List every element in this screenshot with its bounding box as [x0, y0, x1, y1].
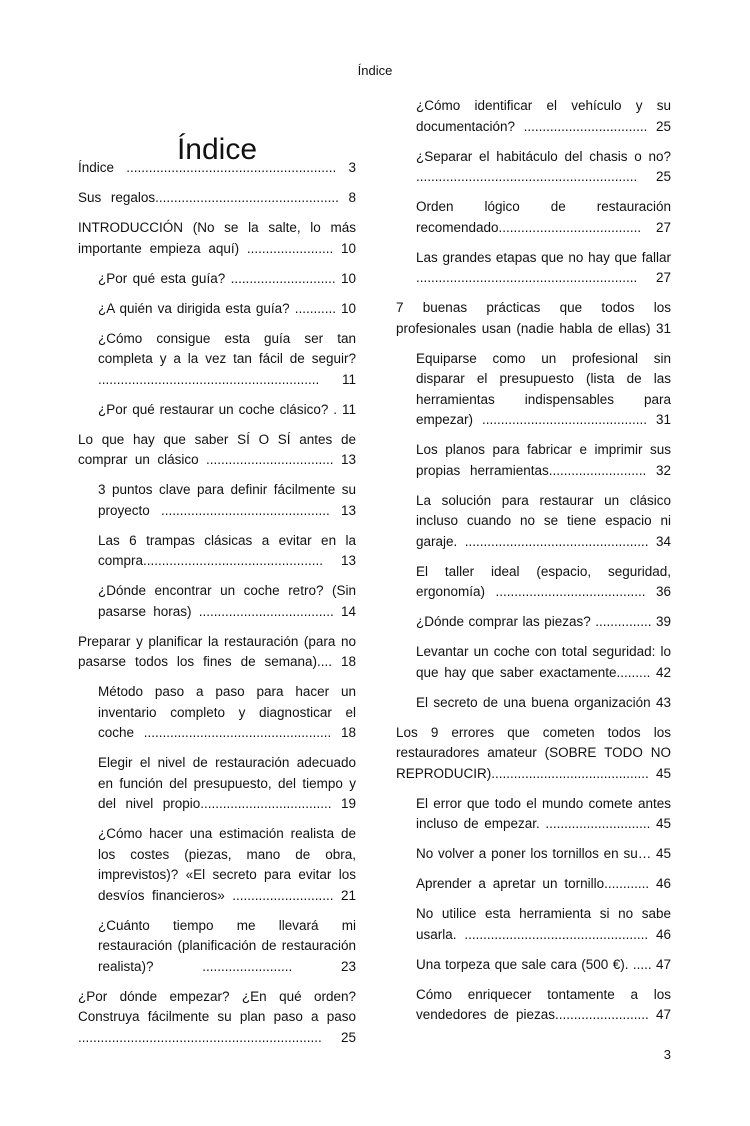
- toc-subentry[interactable]: El taller ideal (espacio, seguridad, ergonomía) ........................................ 36: [416, 563, 671, 599]
- toc-subentry[interactable]: Orden lógico de restauración recomendado...................................... 27: [416, 199, 671, 235]
- running-header: Índice: [357, 63, 393, 78]
- toc-subentry[interactable]: ¿Cuánto tiempo me llevará mi restauración (planificación de restauración realista)? ........................ 23: [98, 917, 356, 974]
- toc-entry[interactable]: Índice ........................................................ 3: [78, 160, 356, 175]
- toc-subentry[interactable]: No utilice esta herramienta si no sabe usarla. ................................................. 46: [416, 906, 671, 942]
- toc-subentry[interactable]: 3 puntos clave para definir fácilmente su proyecto ............................................. 13: [98, 482, 356, 518]
- toc-subentry[interactable]: ¿Dónde encontrar un coche retro? (Sin pasarse horas) .................................... 14: [98, 583, 356, 619]
- page-number: 3: [663, 1047, 671, 1062]
- toc-subentry[interactable]: ¿Cómo identificar el vehículo y su documentación? ................................. 25: [416, 98, 671, 134]
- toc-entry[interactable]: Sus regalos................................................. 8: [78, 190, 356, 205]
- toc-entry[interactable]: Los 9 errores que cometen todos los restauradores amateur (SOBRE TODO NO REPRODUCIR).......................................... 45: [396, 724, 671, 781]
- toc-subentry[interactable]: Equiparse como un profesional sin disparar el presupuesto (lista de las herramientas indispensables para empezar) ............................................ 31: [416, 350, 671, 427]
- toc-subentry[interactable]: ¿Dónde comprar las piezas? ............... 39: [416, 614, 671, 629]
- toc-subentry[interactable]: Las 6 trampas clásicas a evitar en la compra................................................ 13: [98, 532, 356, 568]
- toc-subentry[interactable]: Las grandes etapas que no hay que fallar ........................................................... 27: [416, 249, 671, 285]
- toc-subentry[interactable]: No volver a poner los tornillos en su… 45: [416, 846, 671, 861]
- toc-subentry[interactable]: Los planos para fabricar e imprimir sus propias herramientas.......................... 32: [416, 442, 671, 478]
- toc-entry[interactable]: Preparar y planificar la restauración (para no pasarse todos los fines de semana).... 18: [78, 633, 356, 669]
- toc-subentry[interactable]: Elegir el nivel de restauración adecuado en función del presupuesto, del tiempo y del nivel propio................................... 19: [98, 755, 356, 811]
- toc-subentry[interactable]: ¿Cómo consigue esta guía ser tan completa y a la vez tan fácil de seguir? ........................................................... 11: [98, 330, 356, 387]
- toc-left-column: [78, 158, 356, 1058]
- toc-subentry[interactable]: El error que todo el mundo comete antes incluso de empezar. ............................ 45: [416, 795, 671, 831]
- toc-entry[interactable]: Lo que hay que saber SÍ O SÍ antes de comprar un clásico .................................. 13: [78, 431, 356, 467]
- toc-right-column: [396, 96, 671, 1035]
- toc-subentry[interactable]: Levantar un coche con total seguridad: lo que hay que saber exactamente......... 42: [416, 644, 671, 680]
- toc-entry[interactable]: INTRODUCCIÓN (No se la salte, lo más importante empieza aquí) ....................... 10: [78, 220, 356, 256]
- toc-entry[interactable]: ¿Por dónde empezar? ¿En qué orden? Construya fácilmente su plan paso a paso ................................................................. 25: [78, 988, 356, 1045]
- toc-subentry[interactable]: Cómo enriquecer tontamente a los vendedores de piezas......................... 47: [416, 986, 671, 1022]
- page-title: Índice: [176, 133, 258, 167]
- toc-subentry[interactable]: El secreto de una buena organización 43: [416, 694, 671, 710]
- toc-subentry[interactable]: Aprender a apretar un tornillo............ 46: [416, 876, 671, 891]
- toc-subentry[interactable]: ¿A quién va dirigida esta guía? ........... 10: [98, 300, 356, 316]
- toc-subentry[interactable]: ¿Cómo hacer una estimación realista de los costes (piezas, mano de obra, imprevistos)? «El secreto para evitar los desvíos financieros» ........................... 21: [98, 826, 356, 903]
- toc-subentry[interactable]: ¿Por qué restaurar un coche clásico? . 11: [98, 401, 356, 417]
- toc-subentry[interactable]: ¿Separar el habitáculo del chasis o no? ........................................................... 25: [416, 148, 671, 184]
- toc-entry[interactable]: 7 buenas prácticas que todos los profesionales usan (nadie habla de ellas) 31: [396, 300, 671, 336]
- toc-subentry[interactable]: La solución para restaurar un clásico incluso cuando no se tiene espacio ni garaje. ................................................. 34: [416, 492, 671, 549]
- toc-subentry[interactable]: ¿Por qué esta guía? ............................ 10: [98, 270, 356, 286]
- toc-subentry[interactable]: Método paso a paso para hacer un inventario completo y diagnosticar el coche .................................................. 18: [98, 684, 356, 740]
- toc-subentry[interactable]: Una torpeza que sale cara (500 €). ..... 47: [416, 956, 671, 972]
